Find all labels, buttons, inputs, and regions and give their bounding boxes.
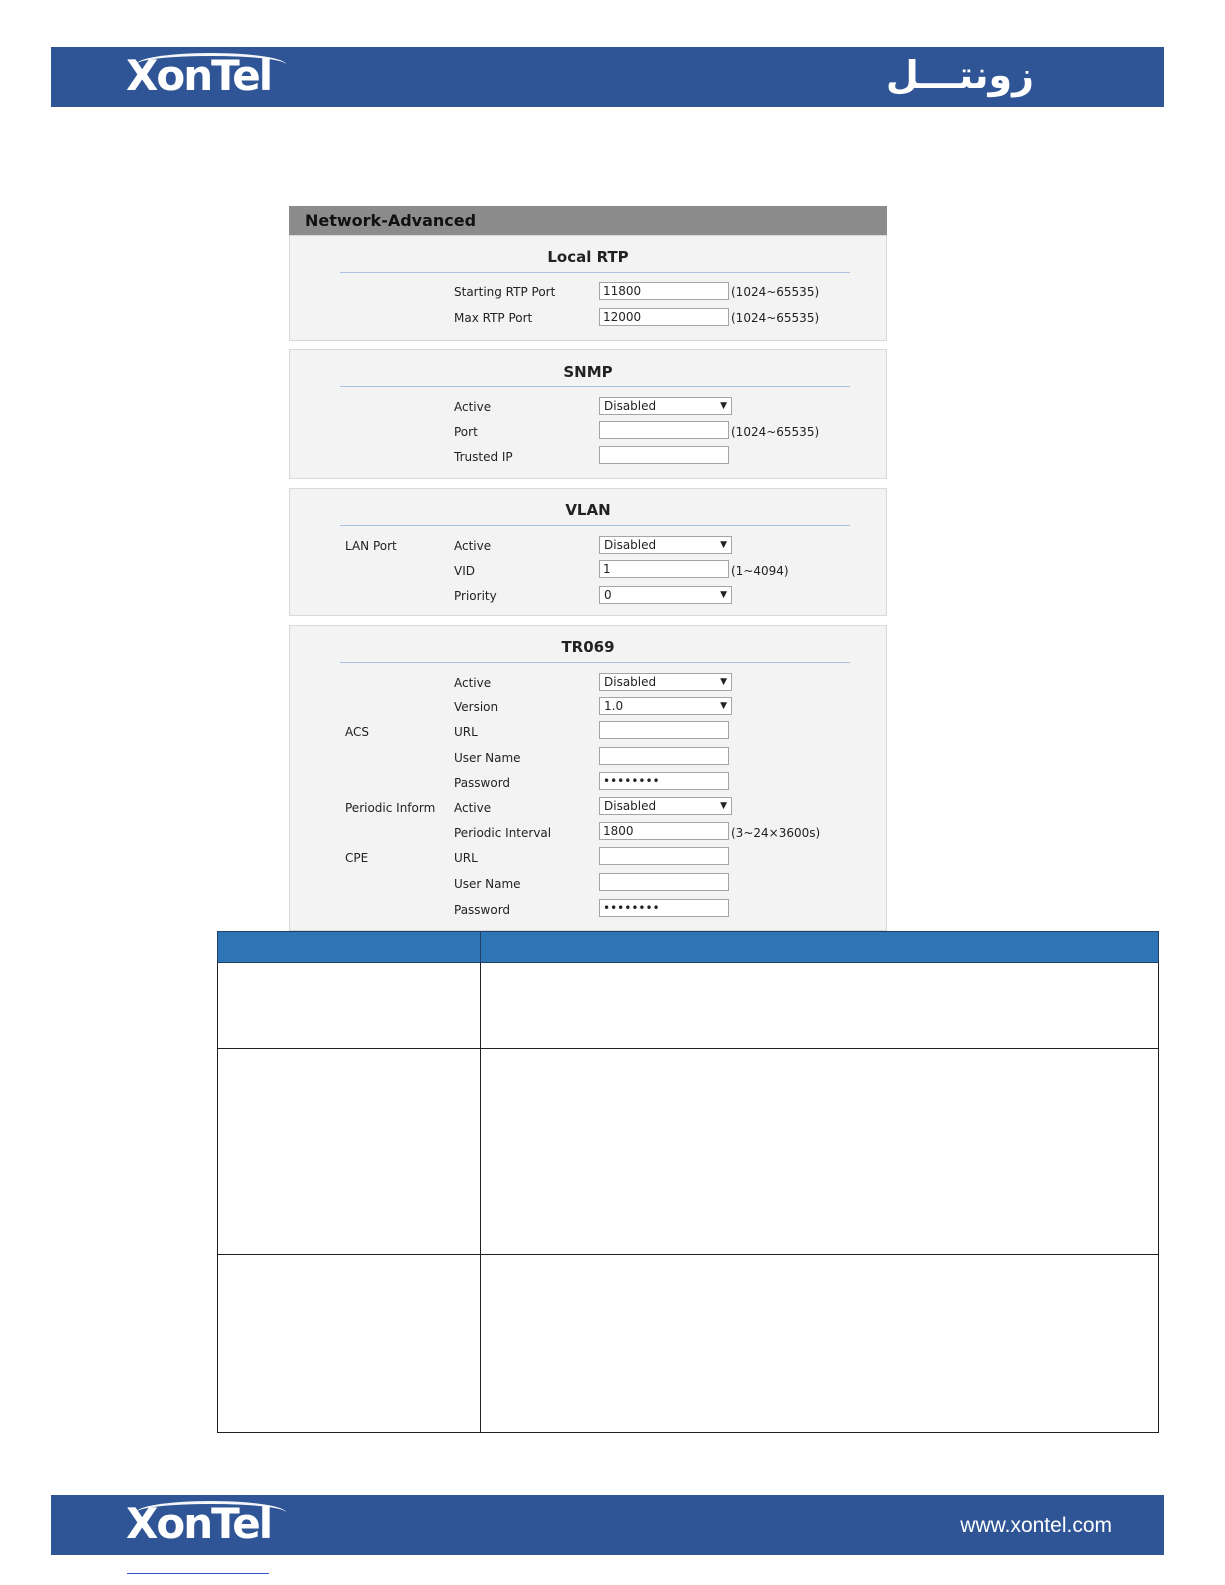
starting-rtp-port-label: Starting RTP Port xyxy=(454,285,556,299)
footer-underline xyxy=(127,1573,269,1574)
table-cell xyxy=(218,963,481,1049)
periodic-inform-group-label: Periodic Inform xyxy=(345,801,436,815)
section-title: SNMP xyxy=(563,363,613,381)
priority-select[interactable] xyxy=(599,586,732,604)
table-cell xyxy=(481,963,1159,1049)
tr069-active-select[interactable] xyxy=(599,673,732,691)
logo-swoosh-icon xyxy=(136,53,286,76)
acs-username-input[interactable] xyxy=(599,747,729,765)
lan-port-group-label: LAN Port xyxy=(345,539,397,553)
table-cell xyxy=(218,1049,481,1255)
section-title: Local RTP xyxy=(547,248,629,266)
priority-label: Priority xyxy=(454,589,497,603)
cpe-username-label: User Name xyxy=(454,877,521,891)
website-link[interactable]: www.xontel.com xyxy=(960,1514,1112,1537)
table-cell xyxy=(481,1049,1159,1255)
header-banner xyxy=(51,47,1164,107)
xontel-logo xyxy=(126,51,271,100)
version-label: Version xyxy=(454,700,499,714)
dropdown-arrow-icon: ▼ xyxy=(720,590,727,600)
dropdown-arrow-icon: ▼ xyxy=(720,677,727,687)
max-rtp-port-label: Max RTP Port xyxy=(454,311,533,325)
cpe-url-input[interactable] xyxy=(599,847,729,865)
table-row xyxy=(218,963,1159,1049)
section-divider xyxy=(340,525,850,526)
table-header-cell xyxy=(218,932,481,963)
dropdown-arrow-icon: ▼ xyxy=(720,540,727,550)
select-value: 0 xyxy=(604,588,612,602)
section-local-rtp xyxy=(289,235,887,341)
vid-label: VID xyxy=(454,564,475,578)
acs-password-label: Password xyxy=(454,776,511,790)
section-divider xyxy=(340,662,850,663)
section-divider xyxy=(340,272,850,273)
logo-text: XonTel xyxy=(126,51,272,100)
section-divider xyxy=(340,386,850,387)
section-title: TR069 xyxy=(561,638,615,656)
table-header-cell xyxy=(481,932,1159,963)
vlan-active-label: Active xyxy=(454,539,492,553)
panel-title: Network-Advanced xyxy=(289,206,887,235)
table-cell xyxy=(481,1255,1159,1433)
footer-banner xyxy=(51,1495,1164,1555)
table-row xyxy=(218,1255,1159,1433)
table-row xyxy=(218,1049,1159,1255)
trusted-ip-label: Trusted IP xyxy=(454,450,513,464)
network-advanced-panel xyxy=(289,206,887,929)
cpe-url-label: URL xyxy=(454,851,478,865)
snmp-port-label: Port xyxy=(454,425,478,439)
acs-password-input[interactable]: •••••••• xyxy=(599,772,729,790)
trusted-ip-input[interactable] xyxy=(599,446,729,464)
arabic-brand: زونتـــل xyxy=(885,53,1034,97)
cpe-password-label: Password xyxy=(454,903,511,917)
section-vlan xyxy=(289,488,887,616)
cpe-password-input[interactable]: •••••••• xyxy=(599,899,729,917)
acs-username-label: User Name xyxy=(454,751,521,765)
logo-text: XonTel xyxy=(126,1499,272,1548)
periodic-active-select[interactable] xyxy=(599,797,732,815)
cpe-username-input[interactable] xyxy=(599,873,729,891)
periodic-active-label: Active xyxy=(454,801,492,815)
interval-range-hint: (3~24×3600s) xyxy=(731,826,821,840)
dropdown-arrow-icon: ▼ xyxy=(720,401,727,411)
select-value: 1.0 xyxy=(604,699,624,713)
snmp-active-select[interactable] xyxy=(599,397,732,415)
table-header-row xyxy=(218,932,1159,963)
port-range-hint: (1024~65535) xyxy=(731,285,820,299)
section-title: VLAN xyxy=(565,501,611,519)
select-value: Disabled xyxy=(604,399,657,413)
periodic-interval-input[interactable]: 1800 xyxy=(599,822,729,840)
section-snmp xyxy=(289,349,887,479)
cpe-group-label: CPE xyxy=(345,851,369,865)
logo-swoosh-icon xyxy=(136,1501,286,1524)
select-value: Disabled xyxy=(604,675,657,689)
snmp-port-input[interactable] xyxy=(599,421,729,439)
acs-group-label: ACS xyxy=(345,725,369,739)
periodic-interval-label: Periodic Interval xyxy=(454,826,552,840)
dropdown-arrow-icon: ▼ xyxy=(720,701,727,711)
snmp-active-label: Active xyxy=(454,400,492,414)
starting-rtp-port-input[interactable]: 11800 xyxy=(599,282,729,300)
port-range-hint: (1024~65535) xyxy=(731,311,820,325)
xontel-logo xyxy=(126,1499,271,1548)
vid-input[interactable]: 1 xyxy=(599,560,729,578)
vlan-active-select[interactable] xyxy=(599,536,732,554)
parameter-table xyxy=(217,931,1159,1433)
acs-url-label: URL xyxy=(454,725,478,739)
section-tr069 xyxy=(289,625,887,931)
max-rtp-port-input[interactable]: 12000 xyxy=(599,308,729,326)
acs-url-input[interactable] xyxy=(599,721,729,739)
version-select[interactable] xyxy=(599,697,732,715)
select-value: Disabled xyxy=(604,799,657,813)
tr069-active-label: Active xyxy=(454,676,492,690)
dropdown-arrow-icon: ▼ xyxy=(720,801,727,811)
port-range-hint: (1024~65535) xyxy=(731,425,820,439)
table-cell xyxy=(218,1255,481,1433)
vid-range-hint: (1~4094) xyxy=(731,564,789,578)
select-value: Disabled xyxy=(604,538,657,552)
